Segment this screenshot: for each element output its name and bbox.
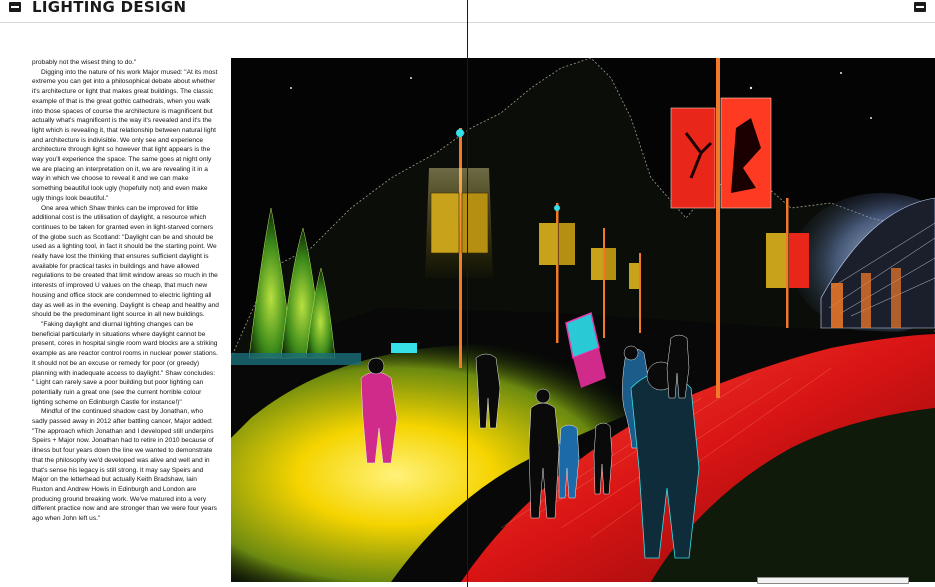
article-paragraph: "Faking daylight and diurnal lighting changes can be beneficial particularly in situations where daylight cannot be present, cores in hospital single room ward blocks are a striking example as are reactor control rooms in nuclear power stations. It should not be an excuse or remedy for poor (or greedy) planning with inadequate access to daylight." Shaw concludes: " Light can rarely save a poor building but poor lighting can potentially ruin a great one (see the current horrible colour lighting scheme on Edinburgh Castle for instance!)"	[32, 320, 218, 406]
article-paragraph: Mindful of the continued shadow cast by Jonathan, who sadly passed away in 2012 after battling cancer, Major added: "The approach which Jonathan and I developed still underpins Speirs + Major now. Jonathan had to retire in 2010 because of illness but four years down the line we wanted to demonstrate that the philosophy we'd developed was alive and well and in that's sense his legacy is still strong. It may say Speirs and Major on the letterhead but actually Keith Bradshaw, Iain Ruxton and Andrew Howis in Edinburgh and London are producing ground breaking work. We've matured into a very different practice now and are stronger than we were four years ago when John left us."	[32, 408, 217, 523]
illustration-canvas	[231, 58, 935, 582]
page-marker-icon	[9, 2, 21, 12]
night-lighting-illustration	[231, 58, 935, 582]
section-title: LIGHTING DESIGN	[32, 0, 187, 16]
article-paragraph: probably not the wisest thing to do."	[32, 59, 137, 66]
article-paragraph: One area which Shaw thinks can be improved for little additional cost is the utilisation of daylight, a resource which continues to be taken for granted even in light-starved corners of the globe such as Scotland: "Daylight can be and should be used as a lighting tool, in fact it should be the starting point. We really have lost the thinking that ensures sufficient daylight is available for practical tasks in buildings and have allowed regulations to be created that limit window areas so much in the interests of improved U values on the cheap, that much new housing and office stock are condemned to electric lighting all day as well as in the evening. Daylight is cheap and healthy and should be the predominant light source in all new buildings.	[32, 204, 219, 319]
article-column	[32, 58, 219, 524]
page-spread-gutter	[467, 0, 468, 587]
horizontal-scrollbar[interactable]	[757, 577, 909, 584]
page-marker-icon	[914, 2, 926, 12]
article-paragraph: Digging into the nature of his work Major mused: "At its most extreme you can get into a philosophical debate about whether it's architecture or light that makes great buildings. The classic example of that is the great gothic cathedrals, when you walk into those spaces of course the architecture is magnificent but actually what's magnificent is the way it's revealed and it's the light which is revealing it, that relationship between natural light and architecture is indivisible. We only see and experience architecture through light so however that light appears is the way you'll experience the space. The same goes at night only we are placing an interpretation on it, we are revealing it in a way in which we choose to reveal it and we can make something beautiful look ugly (hopefully not) and even make ugly things look beautiful."	[32, 68, 218, 202]
